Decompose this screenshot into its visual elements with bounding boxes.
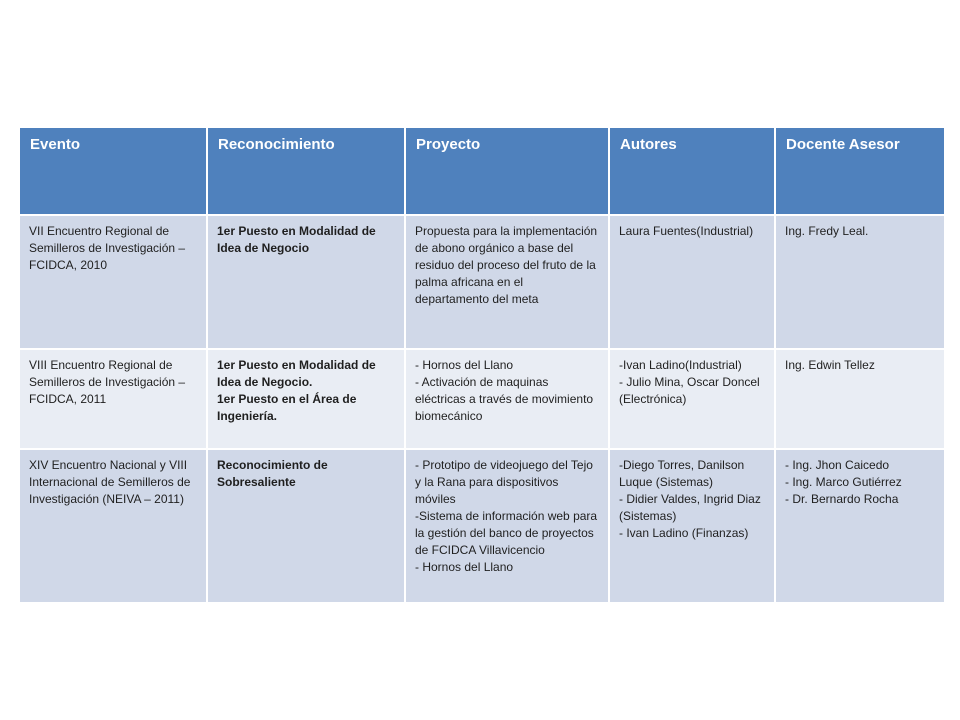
- cell-proyecto: [405, 349, 609, 449]
- cell-proyecto: [405, 449, 609, 603]
- cell-line: Ing. Edwin Tellez: [785, 358, 875, 372]
- header-reconocimiento: Reconocimiento: [207, 127, 405, 215]
- cell-line: - Activación de maquinas eléctricas a través de movimiento biomecánico: [415, 375, 594, 423]
- cell-reconocimiento: [207, 215, 405, 349]
- cell-line: Laura Fuentes(Industrial): [619, 224, 754, 238]
- cell-autores: [609, 349, 775, 449]
- cell-line: Reconocimiento de Sobresaliente: [217, 458, 328, 489]
- cell-proyecto: [405, 215, 609, 349]
- cell-line: 1er Puesto en el Área de Ingeniería.: [217, 392, 357, 423]
- header-row: [19, 127, 945, 215]
- header-proyecto: Proyecto: [405, 127, 609, 215]
- cell-line: VII Encuentro Regional de Semilleros de Investigación – FCIDCA, 2010: [29, 224, 186, 272]
- table-row: [19, 215, 945, 349]
- cell-line: - Ivan Ladino (Finanzas): [619, 526, 749, 540]
- table-row: [19, 349, 945, 449]
- cell-docente: [775, 215, 945, 349]
- cell-line: - Hornos del Llano: [415, 560, 514, 574]
- cell-autores: [609, 215, 775, 349]
- cell-docente: [775, 349, 945, 449]
- cell-line: - Hornos del Llano: [415, 358, 514, 372]
- cell-line: -Sistema de información web para la gestión del banco de proyectos de FCIDCA Villavicencio: [415, 509, 598, 557]
- cell-line: VIII Encuentro Regional de Semilleros de Investigación – FCIDCA, 2011: [29, 358, 186, 406]
- cell-docente: [775, 449, 945, 603]
- header-autores: Autores: [609, 127, 775, 215]
- header-docente-asesor: Docente Asesor: [775, 127, 945, 215]
- cell-autores: [609, 449, 775, 603]
- cell-line: XIV Encuentro Nacional y VIII Internacional de Semilleros de Investigación (NEIVA – 2011): [29, 458, 191, 506]
- recognitions-table: [18, 126, 946, 604]
- cell-line: - Julio Mina, Oscar Doncel (Electrónica): [619, 375, 760, 406]
- cell-line: 1er Puesto en Modalidad de Idea de Negocio: [217, 224, 376, 255]
- cell-line: - Ing. Marco Gutiérrez: [785, 475, 902, 489]
- cell-line: Ing. Fredy Leal.: [785, 224, 869, 238]
- cell-reconocimiento: [207, 349, 405, 449]
- cell-line: - Ing. Jhon Caicedo: [785, 458, 890, 472]
- cell-evento: [19, 349, 207, 449]
- cell-line: Propuesta para la implementación de abono orgánico a base del residuo del proceso del fruto de la palma africana en el departamento del meta: [415, 224, 598, 306]
- cell-line: - Didier Valdes, Ingrid Diaz (Sistemas): [619, 492, 761, 523]
- cell-evento: [19, 215, 207, 349]
- cell-reconocimiento: [207, 449, 405, 603]
- table-row: [19, 449, 945, 603]
- cell-line: -Ivan Ladino(Industrial): [619, 358, 742, 372]
- cell-evento: [19, 449, 207, 603]
- header-evento: Evento: [19, 127, 207, 215]
- cell-line: - Prototipo de videojuego del Tejo y la Rana para dispositivos móviles: [415, 458, 593, 506]
- cell-line: - Dr. Bernardo Rocha: [785, 492, 899, 506]
- cell-line: 1er Puesto en Modalidad de Idea de Negocio.: [217, 358, 376, 389]
- cell-line: -Diego Torres, Danilson Luque (Sistemas): [619, 458, 745, 489]
